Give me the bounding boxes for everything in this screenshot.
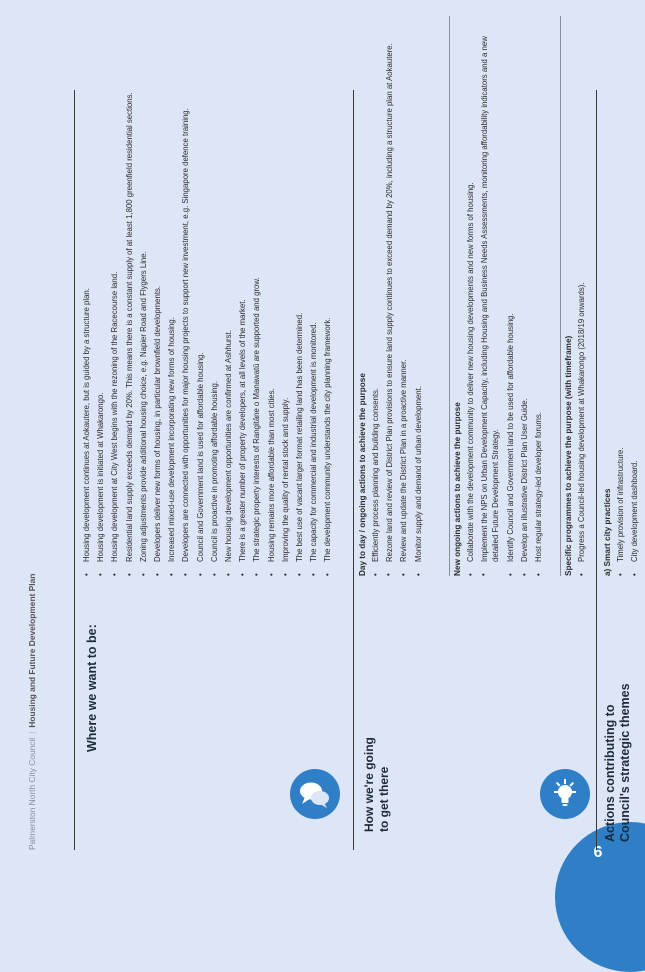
header-doc-title: Housing and Future Development Plan: [27, 573, 37, 728]
list-item: • Timely provision of infrastructure.: [614, 16, 628, 576]
day-to-day-block: [358, 16, 426, 576]
list-item: • Zoning adjustments provide additional housing choice, e.g. Napier Road and Flygers Line.: [137, 16, 151, 576]
list-item: • Residential land supply exceeds demand by 20%. This means there is a constant supply of at least 1,800 greenfield residential sections.: [123, 16, 137, 576]
chat-bubbles-icon: [290, 769, 340, 819]
list-item: • Increased mixed-use development incorporating new forms of housing.: [165, 16, 179, 576]
list-item: • Collaborate with the development community to deliver new housing developments and new forms of housing.: [464, 16, 478, 576]
actions-title: [603, 683, 633, 842]
list-item: • Housing development is initiated at Whakarongo.: [94, 16, 108, 576]
running-header: [27, 574, 37, 850]
smart-city-block: [603, 16, 642, 576]
list-item: • Improving the quality of rental stock and supply.: [279, 16, 293, 576]
list-item: • Monitor supply and demand of urban development.: [412, 16, 426, 576]
list-item: • The capacity for commercial and industrial development is monitored.: [307, 16, 321, 576]
list-item: • Housing development continues at Aokautere, but is guided by a structure plan.: [80, 16, 94, 576]
section-divider-top: [74, 90, 75, 850]
smart-city-heading: a) Smart city practices: [603, 488, 612, 576]
where-title: Where we want to be:: [85, 624, 99, 752]
list-item: • Efficiently process planning and building consents.: [369, 16, 383, 576]
how-title-line2: to get there: [377, 766, 391, 832]
list-item: • Progress a Council-led housing development at Whakarongo (2018/19 onwards).: [575, 16, 589, 576]
list-item: • Develop an illustrative District Plan User Guide.: [518, 16, 532, 576]
specific-heading: Specific programmes to achieve the purpose (with timeframe): [564, 335, 573, 576]
list-item: • Host regular strategy-led developer forums.: [532, 16, 546, 576]
page-number: 6: [593, 844, 603, 861]
list-item: • Council is proactive in promoting affordable housing.: [208, 16, 222, 576]
subsection-divider: [449, 16, 450, 576]
how-title: [362, 737, 392, 832]
list-item: • Housing development at City West begins with the rezoning of the Racecourse land.: [108, 16, 122, 576]
section-divider-how: [353, 90, 354, 850]
new-ongoing-heading: New ongoing actions to achieve the purpose: [453, 402, 462, 576]
actions-title-line2: Council's strategic themes: [618, 683, 632, 842]
how-title-line1: How we're going: [362, 737, 376, 832]
list-item: • The development community understands the city planning framework.: [321, 16, 335, 576]
where-list: [80, 16, 336, 576]
list-item: • There is a greater number of property developers, at all levels of the market.: [236, 16, 250, 576]
subsection-divider: [560, 16, 561, 576]
list-item: • The strategic property interests of Rangitāne o Manawatū are supported and grow.: [250, 16, 264, 576]
list-item: • City development dashboard.: [628, 16, 642, 576]
actions-title-line1: Actions contributing to: [603, 704, 617, 842]
list-item: • Developers deliver new forms of housing, in particular brownfield developments.: [151, 16, 165, 576]
section-divider-actions: [596, 90, 597, 850]
list-item: • The best use of vacant larger format retailing land has been determined.: [293, 16, 307, 576]
list-item: • Developers are connected with opportunities for major housing projects to support new investment, e.g. Singapore defence training.: [179, 16, 193, 576]
day-to-day-heading: Day to day / ongoing actions to achieve the purpose: [358, 373, 367, 576]
list-item: • Implement the NPS on Urban Development Capacity, including Housing and Business Needs Assessments, monitoring affordability indicators and a new detailed Future Development Strategy.: [478, 16, 503, 576]
lightbulb-icon: [540, 769, 590, 819]
list-item: • Housing remains more affordable than most cities.: [265, 16, 279, 576]
header-separator: |: [27, 731, 37, 734]
list-item: • Review and update the District Plan in a proactive manner.: [397, 16, 411, 576]
header-org: Palmerston North City Council: [27, 737, 37, 850]
list-item: • Identify Council and Government land to be used for affordable housing.: [504, 16, 518, 576]
list-item: • Council and Government land is used for affordable housing.: [194, 16, 208, 576]
new-ongoing-block: [453, 16, 546, 576]
list-item: • New housing development opportunities are confirmed at Ashhurst.: [222, 16, 236, 576]
list-item: • Rezone land and review of District Plan provisions to ensure land supply continues to exceed demand by 20%, including a structure plan at Aokautere.: [383, 16, 397, 576]
specific-block: [564, 16, 589, 576]
